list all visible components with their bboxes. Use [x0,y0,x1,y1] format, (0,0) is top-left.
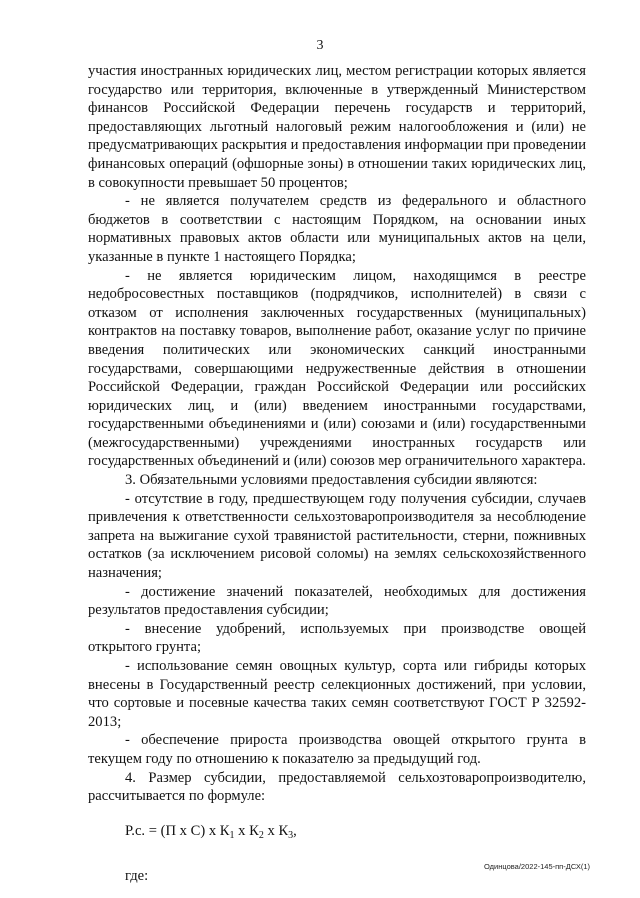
page-number: 3 [316,38,324,53]
paragraph-fertilizers: - внесение удобрений, используемых при производстве овощей открытого грунта; [88,620,586,656]
subsidy-formula [88,822,586,841]
formula-mult-2: х К [263,822,289,839]
document-body [88,62,586,886]
paragraph-production-growth: - обеспечение прироста производства овощей открытого грунта в текущем году по отношению к показателю за предыдущий год. [88,732,586,767]
formula-mult-1: х К [234,822,259,839]
paragraph-subsidy-amount: 4. Размер субсидии, предоставляемой сельхозтоваропроизводителю, рассчитывается по формуле: [88,769,586,805]
formula-k2-subscript: 2 [258,829,264,841]
paragraph-not-unreliable-supplier: - не является юридическим лицом, находящимся в реестре недобросовестных поставщиков (подрядчиков, исполнителей) в связи с отказом от исполнения заключенных государственных (муниципальных) контрактов на поставку товаров, выполнение работ, оказание услуг по причине введения политических или экономических санкций иностранными государствами, совершающими недружественные действия в отношении Российской Федерации, граждан Российской Федерации или российских юридических лиц, и (или) введением иностранными государствами, государственными объединениями и (или) союзами и (или) государственными (межгосударственными) учреждениями иностранных государств или государственных объединений и (или) союзов мер ограничительного характера. [88,267,586,470]
paragraph-mandatory-conditions: 3. Обязательными условиями предоставления субсидии являются: [125,472,538,489]
paragraph-no-burning-violations: - отсутствие в году, предшествующем году получения субсидии, случаев привлечения к ответственности сельхозтоваропроизводителя за несоблюдение запрета на выжигание сухой травянистой растительности, стерни, пожнивных остатков (за исключением рисовой соломы) на землях сельскохозяйственного назначения; [88,490,586,582]
paragraph-offshore-continuation: участия иностранных юридических лиц, местом регистрации которых является государство или территория, включенные в утвержденный Министерством финансов Российской Федерации перечень государств и территорий, предоставляющих льготный налоговый режим налогообложения и (или) не предусматривающих раскрытия и предоставления информации при проведении финансовых операций (офшорные зоны) в отношении таких юридических лиц, в совокупности превышает 50 процентов; [88,63,586,191]
paragraph-registered-seeds: - использование семян овощных культур, сорта или гибриды которых внесены в Государственный реестр селекционных достижений, при условии, что сортовые и посевные качества таких семян соответствуют ГОСТ Р 32592-2013; [88,658,586,730]
paragraph-indicator-values: - достижение значений показателей, необходимых для достижения результатов предоставления субсидии; [88,583,586,619]
document-footer-code: Одинцова/2022-145-пп-ДСХ(1) [484,862,590,871]
paragraph-not-budget-recipient: - не является получателем средств из федерального и областного бюджетов в соответствии с настоящим Порядком, на основании иных нормативных правовых актов области или муниципальных актов на цели, указанные в пункте 1 настоящего Порядка; [88,193,586,265]
formula-k1-subscript: 1 [229,829,235,841]
formula-lhs: Р.с. = (П х С) х К [125,822,230,839]
formula-k3-subscript: 3 [288,829,294,841]
formula-tail: , [293,822,297,839]
where-label: где: [125,868,149,885]
